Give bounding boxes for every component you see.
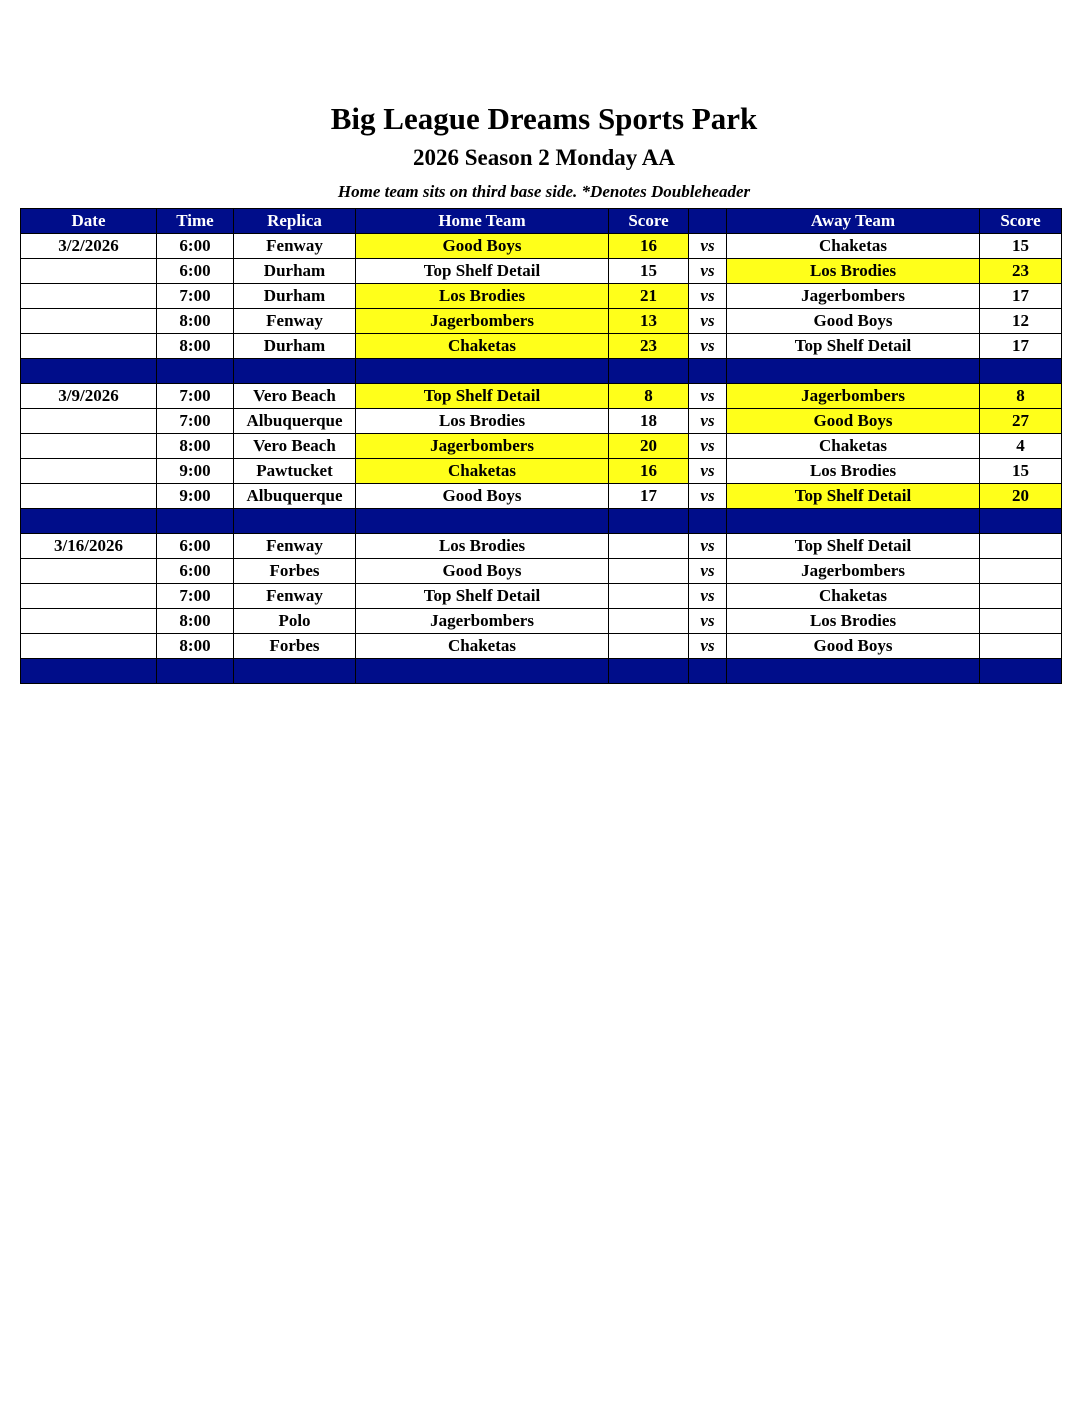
table-row xyxy=(21,534,1062,559)
away-score-cell: 8 xyxy=(980,384,1062,409)
home-team-cell: Chaketas xyxy=(356,459,609,484)
separator-cell xyxy=(689,509,727,534)
home-team-cell: Los Brodies xyxy=(356,409,609,434)
table-row xyxy=(21,484,1062,509)
home-score-cell: 20 xyxy=(609,434,689,459)
replica-cell: Forbes xyxy=(234,559,356,584)
separator-cell xyxy=(21,509,157,534)
home-team-cell: Jagerbombers xyxy=(356,609,609,634)
time-cell: 6:00 xyxy=(157,534,234,559)
separator-cell xyxy=(356,659,609,684)
time-cell: 8:00 xyxy=(157,334,234,359)
home-score-cell: 15 xyxy=(609,259,689,284)
date-cell xyxy=(21,584,157,609)
schedule-table xyxy=(20,208,1062,684)
separator-cell xyxy=(980,659,1062,684)
separator-cell xyxy=(727,359,980,384)
col-header-vs xyxy=(689,209,727,234)
away-team-cell: Jagerbombers xyxy=(727,384,980,409)
away-score-cell xyxy=(980,584,1062,609)
home-team-cell: Top Shelf Detail xyxy=(356,384,609,409)
date-cell xyxy=(21,259,157,284)
home-score-cell: 13 xyxy=(609,309,689,334)
time-cell: 7:00 xyxy=(157,409,234,434)
time-cell: 7:00 xyxy=(157,384,234,409)
replica-cell: Fenway xyxy=(234,234,356,259)
vs-cell: vs xyxy=(689,259,727,284)
home-team-cell: Los Brodies xyxy=(356,284,609,309)
away-score-cell: 15 xyxy=(980,234,1062,259)
week-separator-row xyxy=(21,359,1062,384)
home-team-cell: Good Boys xyxy=(356,234,609,259)
away-team-cell: Good Boys xyxy=(727,634,980,659)
away-team-cell: Good Boys xyxy=(727,409,980,434)
separator-cell xyxy=(21,359,157,384)
away-team-cell: Chaketas xyxy=(727,434,980,459)
separator-cell xyxy=(157,659,234,684)
time-cell: 7:00 xyxy=(157,584,234,609)
away-team-cell: Los Brodies xyxy=(727,259,980,284)
vs-cell: vs xyxy=(689,309,727,334)
away-team-cell: Top Shelf Detail xyxy=(727,534,980,559)
date-cell xyxy=(21,309,157,334)
schedule-body xyxy=(21,234,1062,684)
home-team-cell: Top Shelf Detail xyxy=(356,259,609,284)
replica-cell: Fenway xyxy=(234,534,356,559)
time-cell: 8:00 xyxy=(157,434,234,459)
home-score-cell: 21 xyxy=(609,284,689,309)
vs-cell: vs xyxy=(689,409,727,434)
page-subtitle: 2026 Season 2 Monday AA xyxy=(413,145,675,170)
separator-cell xyxy=(609,509,689,534)
replica-cell: Albuquerque xyxy=(234,484,356,509)
away-score-cell xyxy=(980,634,1062,659)
col-header-time: Time xyxy=(157,209,234,234)
separator-cell xyxy=(727,659,980,684)
vs-cell: vs xyxy=(689,459,727,484)
away-team-cell: Top Shelf Detail xyxy=(727,334,980,359)
home-score-cell: 16 xyxy=(609,459,689,484)
away-team-cell: Good Boys xyxy=(727,309,980,334)
separator-cell xyxy=(234,659,356,684)
away-score-cell: 17 xyxy=(980,284,1062,309)
vs-cell: vs xyxy=(689,559,727,584)
away-score-cell: 4 xyxy=(980,434,1062,459)
separator-cell xyxy=(21,659,157,684)
col-header-date: Date xyxy=(21,209,157,234)
table-row xyxy=(21,284,1062,309)
away-score-cell xyxy=(980,559,1062,584)
home-score-cell: 23 xyxy=(609,334,689,359)
separator-cell xyxy=(356,509,609,534)
separator-cell xyxy=(234,359,356,384)
separator-cell xyxy=(157,509,234,534)
home-team-cell: Jagerbombers xyxy=(356,434,609,459)
date-cell xyxy=(21,609,157,634)
separator-cell xyxy=(980,359,1062,384)
home-score-cell xyxy=(609,634,689,659)
home-team-cell: Top Shelf Detail xyxy=(356,584,609,609)
home-score-cell: 18 xyxy=(609,409,689,434)
replica-cell: Albuquerque xyxy=(234,409,356,434)
away-score-cell xyxy=(980,534,1062,559)
table-row xyxy=(21,334,1062,359)
home-team-cell: Chaketas xyxy=(356,634,609,659)
replica-cell: Pawtucket xyxy=(234,459,356,484)
week-separator-row xyxy=(21,659,1062,684)
vs-cell: vs xyxy=(689,434,727,459)
away-team-cell: Top Shelf Detail xyxy=(727,484,980,509)
vs-cell: vs xyxy=(689,484,727,509)
time-cell: 6:00 xyxy=(157,259,234,284)
table-row xyxy=(21,384,1062,409)
replica-cell: Durham xyxy=(234,334,356,359)
table-row xyxy=(21,259,1062,284)
replica-cell: Fenway xyxy=(234,309,356,334)
date-cell xyxy=(21,284,157,309)
date-cell: 3/16/2026 xyxy=(21,534,157,559)
time-cell: 7:00 xyxy=(157,284,234,309)
week-separator-row xyxy=(21,509,1062,534)
replica-cell: Fenway xyxy=(234,584,356,609)
replica-cell: Forbes xyxy=(234,634,356,659)
time-cell: 8:00 xyxy=(157,309,234,334)
home-team-cell: Good Boys xyxy=(356,484,609,509)
header-row xyxy=(21,209,1062,234)
table-row xyxy=(21,584,1062,609)
replica-cell: Vero Beach xyxy=(234,384,356,409)
away-score-cell xyxy=(980,609,1062,634)
date-cell xyxy=(21,484,157,509)
vs-cell: vs xyxy=(689,609,727,634)
date-cell xyxy=(21,559,157,584)
time-cell: 6:00 xyxy=(157,234,234,259)
table-row xyxy=(21,609,1062,634)
vs-cell: vs xyxy=(689,584,727,609)
vs-cell: vs xyxy=(689,334,727,359)
time-cell: 6:00 xyxy=(157,559,234,584)
away-team-cell: Los Brodies xyxy=(727,609,980,634)
col-header-away-team: Away Team xyxy=(727,209,980,234)
date-cell: 3/2/2026 xyxy=(21,234,157,259)
col-header-replica: Replica xyxy=(234,209,356,234)
table-row xyxy=(21,634,1062,659)
separator-cell xyxy=(234,509,356,534)
date-cell xyxy=(21,459,157,484)
separator-cell xyxy=(689,659,727,684)
schedule-note: Home team sits on third base side. *Denotes Doubleheader xyxy=(337,182,751,201)
separator-cell xyxy=(609,659,689,684)
replica-cell: Polo xyxy=(234,609,356,634)
vs-cell: vs xyxy=(689,284,727,309)
away-team-cell: Jagerbombers xyxy=(727,559,980,584)
table-row xyxy=(21,434,1062,459)
home-team-cell: Good Boys xyxy=(356,559,609,584)
col-header-home-score: Score xyxy=(609,209,689,234)
vs-cell: vs xyxy=(689,634,727,659)
date-cell xyxy=(21,434,157,459)
away-team-cell: Chaketas xyxy=(727,234,980,259)
separator-cell xyxy=(727,509,980,534)
table-row xyxy=(21,459,1062,484)
table-row xyxy=(21,559,1062,584)
replica-cell: Durham xyxy=(234,284,356,309)
away-team-cell: Los Brodies xyxy=(727,459,980,484)
date-cell: 3/9/2026 xyxy=(21,384,157,409)
away-score-cell: 15 xyxy=(980,459,1062,484)
time-cell: 8:00 xyxy=(157,609,234,634)
home-score-cell xyxy=(609,584,689,609)
table-row xyxy=(21,409,1062,434)
date-cell xyxy=(21,634,157,659)
home-score-cell: 16 xyxy=(609,234,689,259)
date-cell xyxy=(21,334,157,359)
home-team-cell: Jagerbombers xyxy=(356,309,609,334)
away-score-cell: 17 xyxy=(980,334,1062,359)
separator-cell xyxy=(689,359,727,384)
table-row xyxy=(21,234,1062,259)
away-score-cell: 27 xyxy=(980,409,1062,434)
time-cell: 9:00 xyxy=(157,484,234,509)
separator-cell xyxy=(609,359,689,384)
col-header-away-score: Score xyxy=(980,209,1062,234)
col-header-home-team: Home Team xyxy=(356,209,609,234)
time-cell: 8:00 xyxy=(157,634,234,659)
away-score-cell: 12 xyxy=(980,309,1062,334)
away-team-cell: Jagerbombers xyxy=(727,284,980,309)
separator-cell xyxy=(356,359,609,384)
home-score-cell: 8 xyxy=(609,384,689,409)
home-score-cell: 17 xyxy=(609,484,689,509)
page-title: Big League Dreams Sports Park xyxy=(330,101,758,136)
home-team-cell: Chaketas xyxy=(356,334,609,359)
away-score-cell: 23 xyxy=(980,259,1062,284)
away-score-cell: 20 xyxy=(980,484,1062,509)
replica-cell: Durham xyxy=(234,259,356,284)
separator-cell xyxy=(980,509,1062,534)
home-score-cell xyxy=(609,534,689,559)
separator-cell xyxy=(157,359,234,384)
table-row xyxy=(21,309,1062,334)
away-team-cell: Chaketas xyxy=(727,584,980,609)
home-score-cell xyxy=(609,609,689,634)
vs-cell: vs xyxy=(689,534,727,559)
home-score-cell xyxy=(609,559,689,584)
replica-cell: Vero Beach xyxy=(234,434,356,459)
home-team-cell: Los Brodies xyxy=(356,534,609,559)
time-cell: 9:00 xyxy=(157,459,234,484)
vs-cell: vs xyxy=(689,384,727,409)
date-cell xyxy=(21,409,157,434)
vs-cell: vs xyxy=(689,234,727,259)
